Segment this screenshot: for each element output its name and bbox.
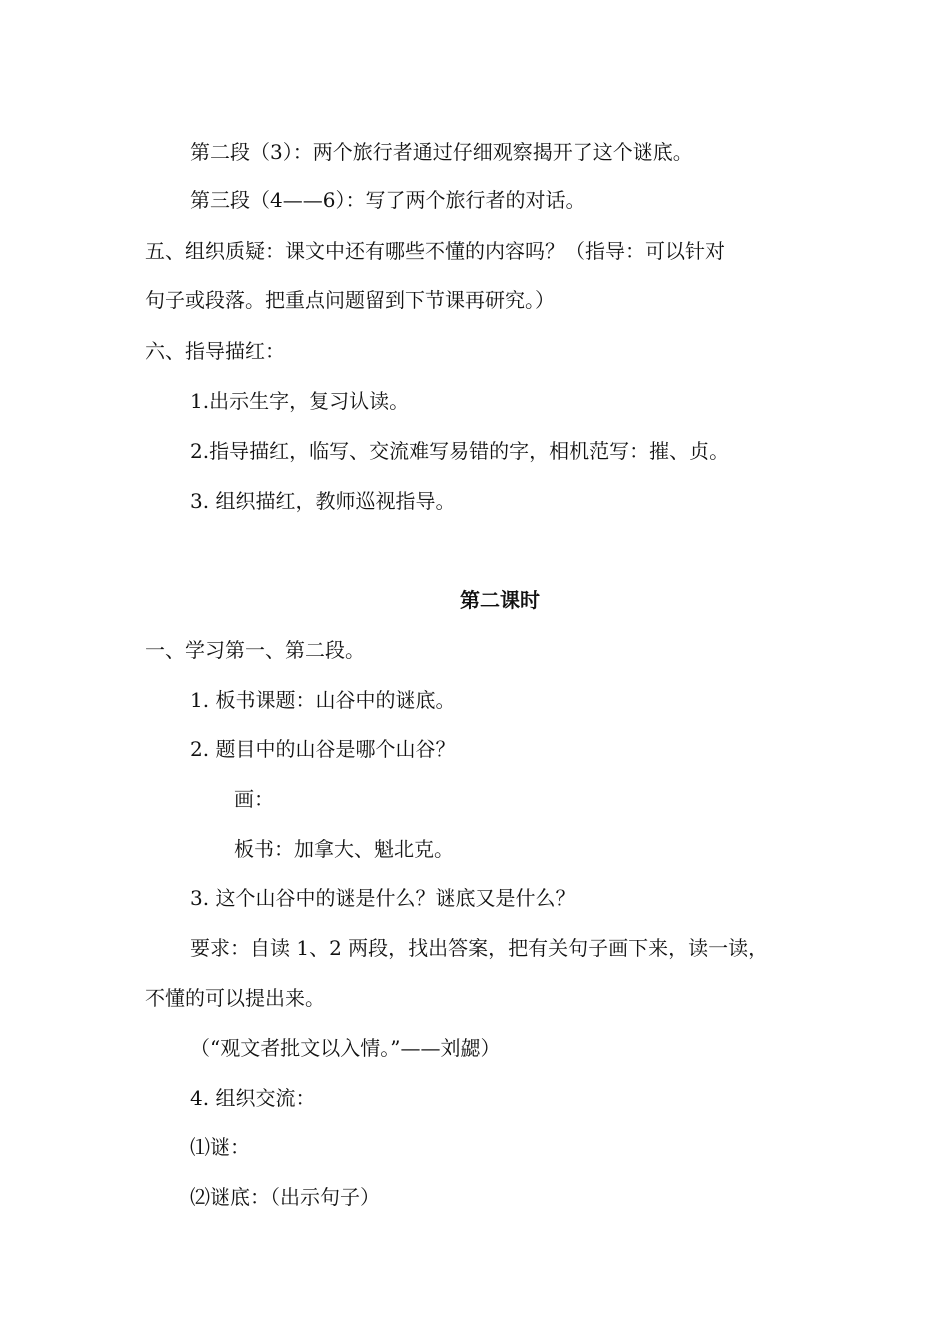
text-line: 1. 板书课题：山谷中的谜底。: [190, 688, 456, 712]
text-line: 2.指导描红，临写、交流难写易错的字，相机范写：摧、贞。: [190, 439, 730, 463]
text-line: 第二段（3）：两个旅行者通过仔细观察揭开了这个谜底。: [190, 140, 693, 164]
text-line: 第三段（4——6）：写了两个旅行者的对话。: [190, 188, 586, 212]
text-line: 画：: [234, 787, 274, 811]
text-line: 六、指导描红：: [145, 339, 285, 363]
text-line: ⑵谜底：（出示句子）: [190, 1185, 380, 1209]
text-line: ⑴谜：: [190, 1135, 250, 1159]
text-line: 不懂的可以提出来。: [145, 986, 325, 1010]
text-line: （“观文者批文以入情。”——刘勰）: [190, 1036, 501, 1060]
text-line: 五、组织质疑：课文中还有哪些不懂的内容吗？（指导：可以针对: [145, 239, 725, 263]
section-title: 第二课时: [460, 588, 540, 612]
text-line: 板书：加拿大、魁北克。: [234, 837, 454, 861]
text-line: 4. 组织交流：: [190, 1086, 316, 1110]
text-line: 3. 这个山谷中的谜是什么？谜底又是什么？: [190, 886, 576, 910]
text-line: 3. 组织描红，教师巡视指导。: [190, 489, 456, 513]
text-line: 句子或段落。把重点问题留到下节课再研究。）: [145, 288, 555, 312]
text-line: 要求：自读 1、2 两段，找出答案，把有关句子画下来，读一读，: [190, 936, 769, 960]
text-line: 1.出示生字，复习认读。: [190, 389, 410, 413]
text-line: 2. 题目中的山谷是哪个山谷？: [190, 737, 456, 761]
text-line: 一、学习第一、第二段。: [145, 638, 365, 662]
